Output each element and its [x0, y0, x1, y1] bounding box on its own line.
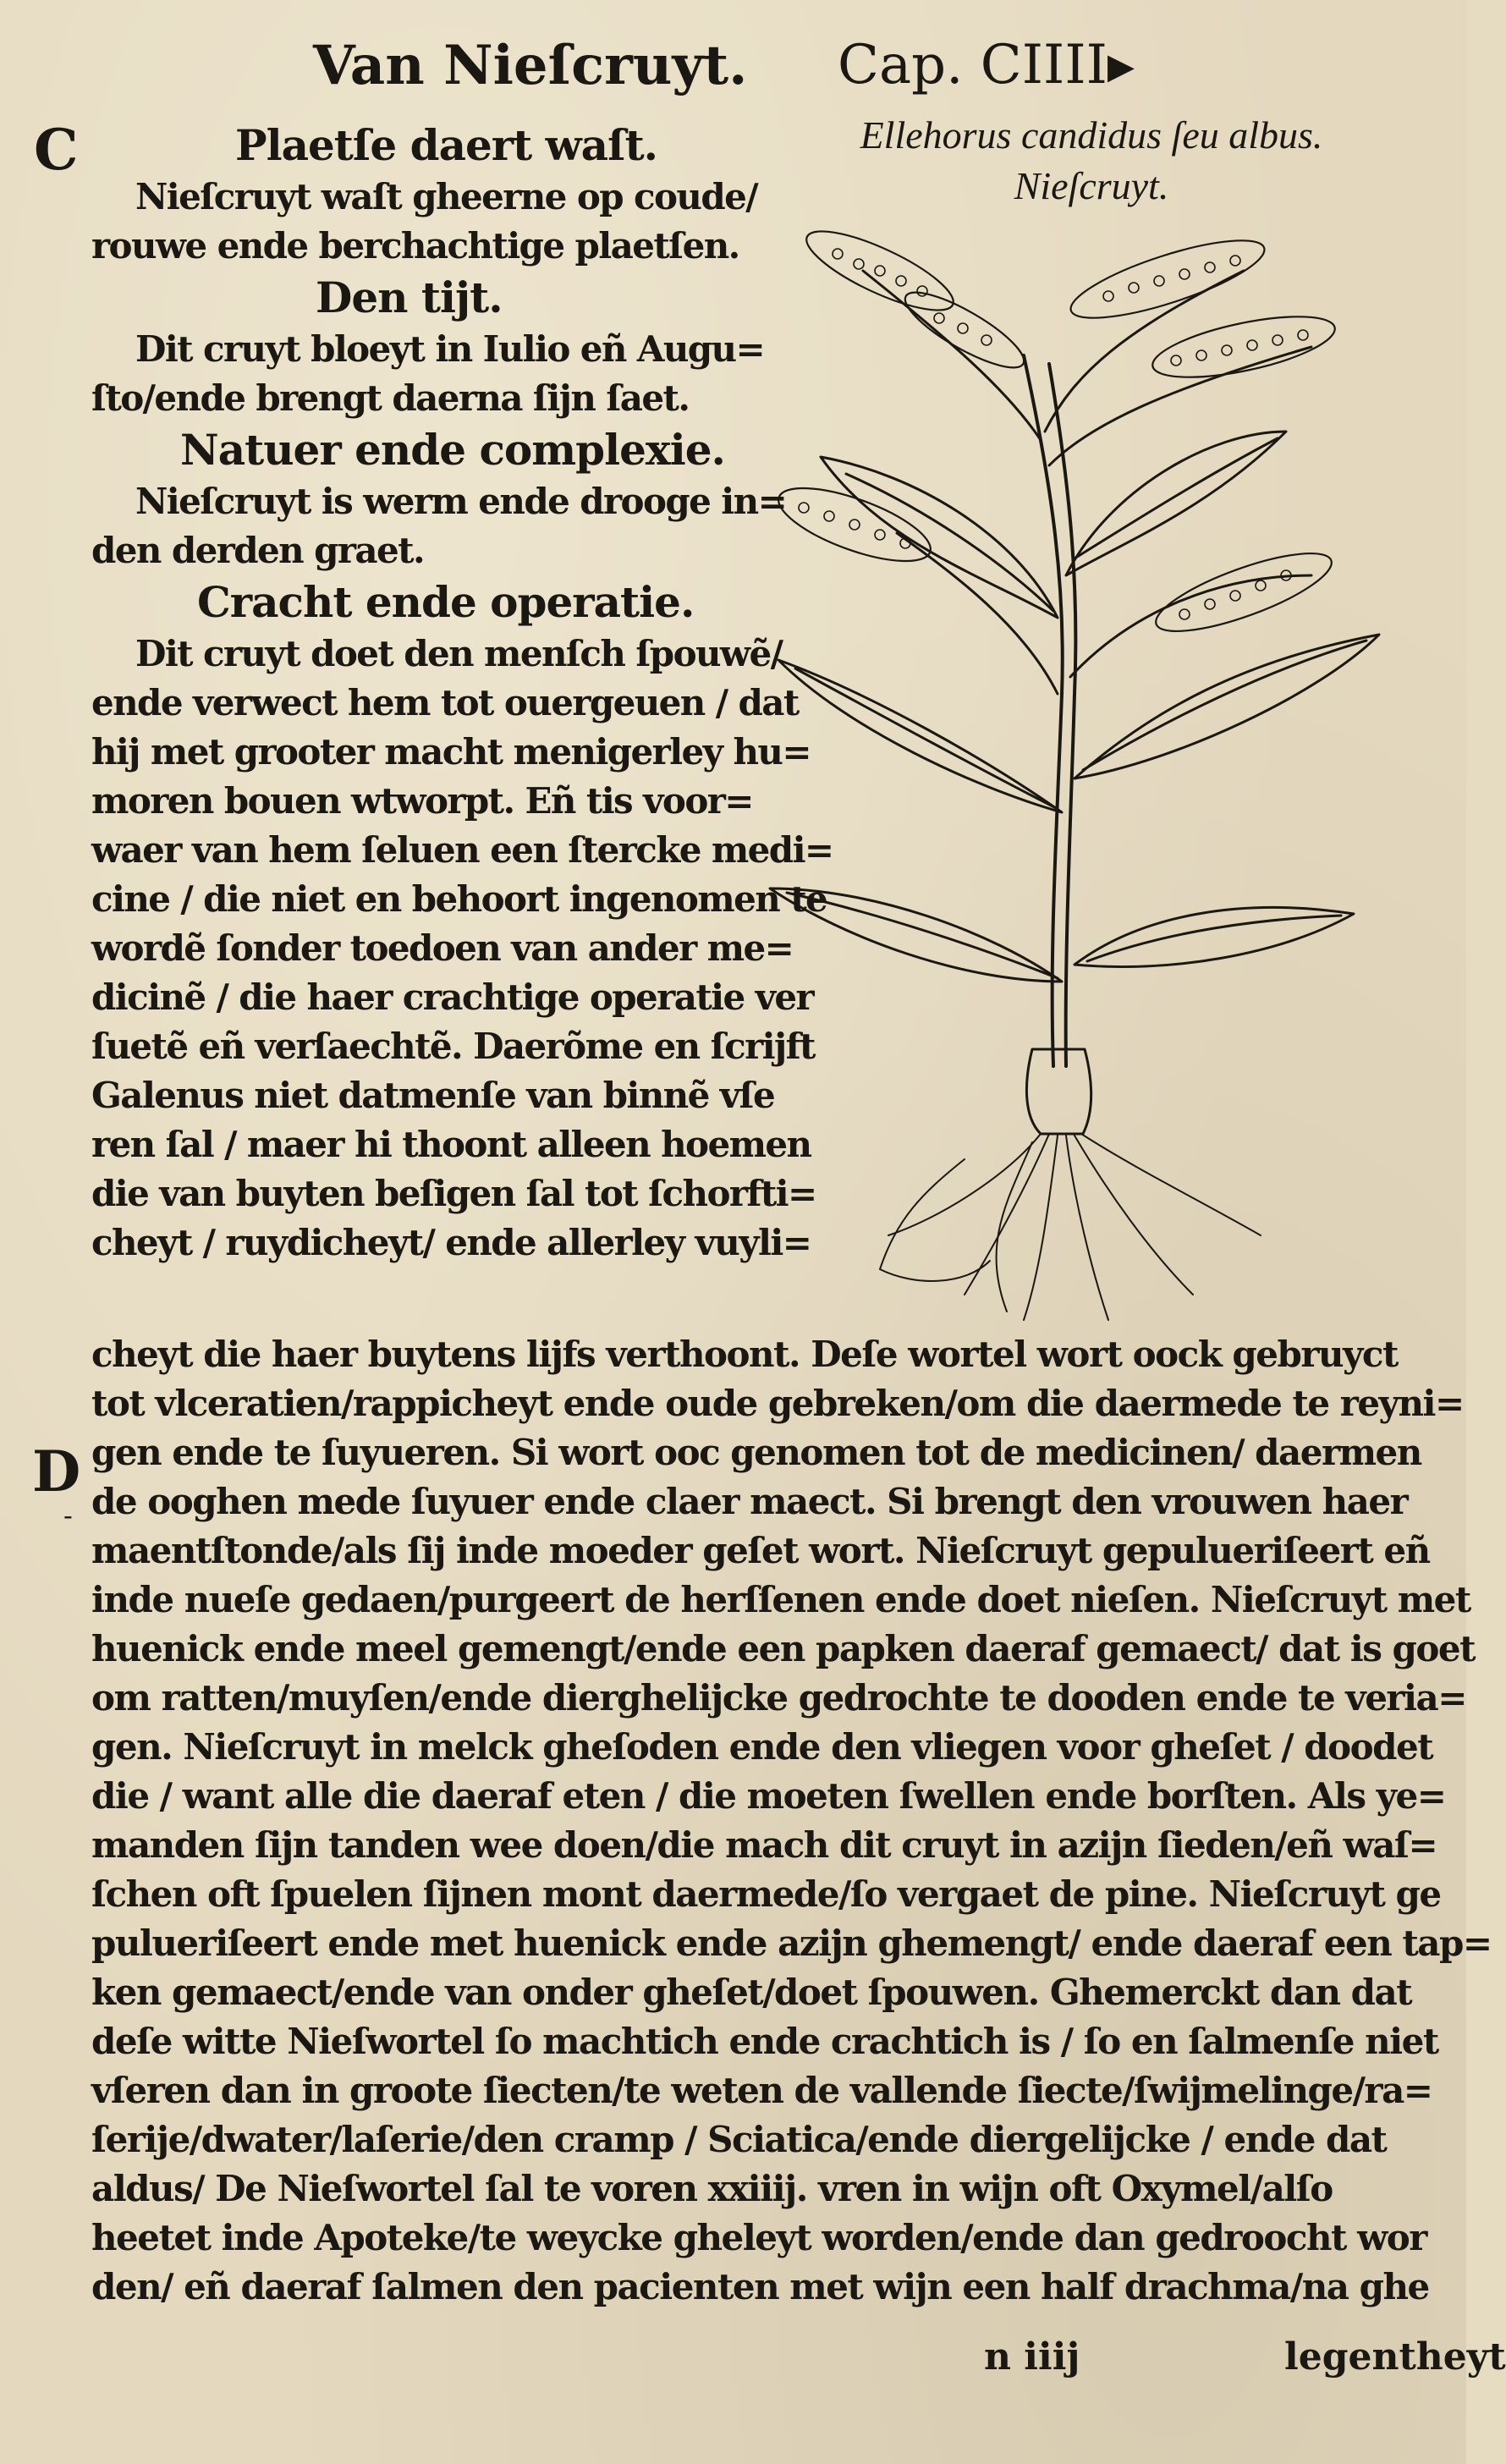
margin-letter-c: C	[34, 117, 79, 183]
text-line: gen ende te ſuyueren. Si wort ooc genomen tot de medicinen/ daermen	[91, 1432, 1421, 1473]
figure-latin-name: Ellehorus candidus ſeu albus.	[860, 113, 1323, 157]
left-text-column	[91, 118, 833, 1268]
text-line: ende verwect hem tot ouergeuen / dat	[91, 682, 799, 723]
signature-mark: n iiij	[984, 2335, 1080, 2379]
text-line: dicinẽ / die haer crachtige operatie ver	[91, 976, 814, 1018]
text-line: rouwe ende berchachtige plaetſen.	[91, 225, 739, 267]
text-line: Dit cruyt doet den menſch ſpouwẽ/	[135, 633, 783, 674]
margin-mark: -	[63, 1499, 73, 1532]
text-line: inde nueſe gedaen/purgeert de herſſenen ende doet nieſen. Nieſcruyt met	[91, 1579, 1470, 1620]
section-heading: Cracht ende operatie.	[197, 577, 695, 627]
text-line: deſe witte Nieſwortel ſo machtich ende crachtich is / ſo en ſalmenſe niet	[91, 2021, 1438, 2062]
margin-letter-d: D	[32, 1438, 81, 1504]
text-line: ken gemaect/ende van onder gheſet/doet ſpouwen. Ghemerckt dan dat	[91, 1972, 1412, 2013]
running-title: Van Nieſcruyt.	[313, 34, 748, 97]
text-line: ſto/ende brengt daerna ſijn ſaet.	[91, 377, 690, 419]
text-line: wordẽ ſonder toedoen van ander me=	[91, 927, 794, 969]
text-line: hij met grooter macht menigerley hu=	[91, 731, 811, 773]
text-line: pulueriſeert ende met huenick ende azijn ghemengt/ ende daeraf een tap=	[91, 1922, 1492, 1964]
section-heading: Den tijt.	[316, 272, 503, 322]
text-line: die van buyten beſigen ſal tot ſchorfti=	[91, 1173, 816, 1214]
text-line: waer van hem ſeluen een ſtercke medi=	[91, 829, 833, 871]
text-line: moren bouen wtworpt. Eñ tis voor=	[91, 780, 753, 822]
text-line: cheyt / ruydicheyt/ ende allerley vuyli=	[91, 1222, 811, 1263]
section-heading: Plaetſe daert waſt.	[235, 120, 658, 170]
figure-caption	[795, 110, 1388, 212]
chapter-number: Cap. CIIII▸	[838, 34, 1135, 96]
figure-common-name: Nieſcruyt.	[1014, 164, 1169, 207]
text-line: tot vlceratien/rappicheyt ende oude gebreken/om die daermede te reyni=	[91, 1383, 1464, 1424]
section-heading: Natuer ende complexie.	[180, 425, 725, 475]
page-footer	[91, 2335, 1506, 2386]
text-line: ſerije/dwater/laſerie/den cramp / Sciatica/ende diergelijcke / ende dat	[91, 2119, 1387, 2160]
text-line: manden ſijn tanden wee doen/die mach dit cruyt in azijn ſieden/eñ waſ=	[91, 1824, 1437, 1866]
hellebore-woodcut-illustration	[770, 220, 1379, 1337]
text-line: Dit cruyt bloeyt in Iulio eñ Augu=	[135, 328, 765, 370]
text-line: de ooghen mede ſuyuer ende claer maect. Si brengt den vrouwen haer	[91, 1481, 1408, 1522]
text-line: cine / die niet en behoort ingenomen te	[91, 878, 827, 920]
text-line: Galenus niet datmenſe van binnẽ vſe	[91, 1075, 775, 1116]
text-line: maentſtonde/als ſij inde moeder geſet wort. Nieſcruyt gepulueriſeert eñ	[91, 1530, 1430, 1571]
text-line: vſeren dan in groote ſiecten/te weten de vallende ſiecte/ſwijmelinge/ra=	[91, 2070, 1432, 2111]
text-line: die / want alle die daeraf eten / die moeten ſwellen ende borſten. Als ye=	[91, 1775, 1446, 1817]
text-line: aldus/ De Nieſwortel ſal te voren xxiiij. vren in wijn oft Oxymel/alſo	[91, 2168, 1333, 2209]
text-line: huenick ende meel gemengt/ende een papken daeraf gemaect/ dat is goet	[91, 1628, 1475, 1669]
text-line: heetet inde Apoteke/te weycke gheleyt worden/ende dan gedroocht wor	[91, 2217, 1426, 2258]
catchword: legentheyt	[1284, 2335, 1506, 2379]
text-line: den/ eñ daeraf ſalmen den pacienten met wijn een half drachma/na ghe	[91, 2266, 1429, 2307]
text-line: Nieſcruyt is werm ende drooge in=	[135, 481, 787, 522]
text-line: om ratten/muyſen/ende dierghelijcke gedrochte te dooden ende te veria=	[91, 1677, 1466, 1719]
text-line: den derden graet.	[91, 530, 424, 571]
text-line: ſuetẽ eñ verſaechtẽ. Daerõme en ſcrijft	[91, 1026, 815, 1067]
text-line: Nieſcruyt waſt gheerne op coude/	[135, 176, 757, 217]
text-line: cheyt die haer buytens lijfs verthoont. Deſe wortel wort oock gebruyct	[91, 1334, 1398, 1375]
text-line: ſchen oft ſpuelen ſijnen mont daermede/ſo vergaet de pine. Nieſcruyt ge	[91, 1873, 1441, 1915]
text-line: ren ſal / maer hi thoont alleen hoemen	[91, 1124, 811, 1165]
text-line: gen. Nieſcruyt in melck gheſoden ende den vliegen voor gheſet / doodet	[91, 1726, 1433, 1768]
full-width-text	[91, 1330, 1492, 2312]
